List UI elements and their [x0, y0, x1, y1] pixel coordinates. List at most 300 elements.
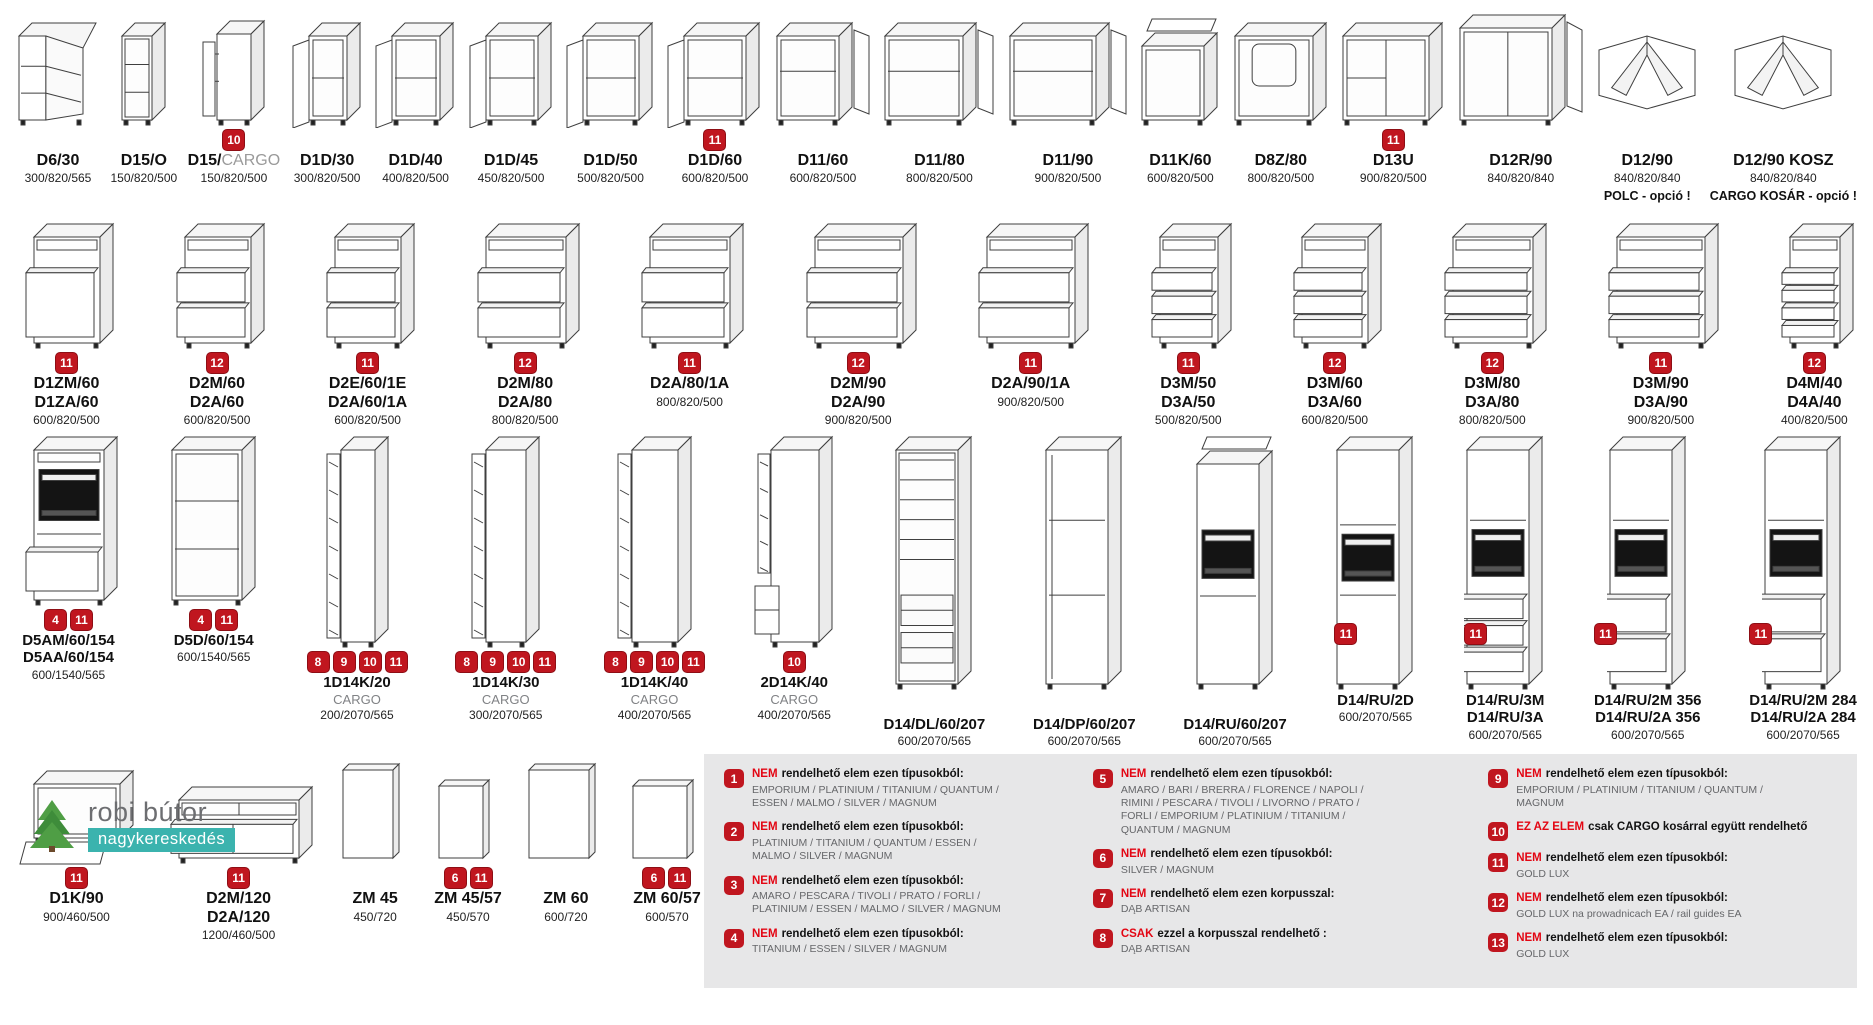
- legend-text: [1516, 768, 1837, 810]
- cabinet-drawing-doorBase: [374, 6, 457, 128]
- badge-12: 12: [1323, 352, 1346, 374]
- legend-body: EMPORIUM / PLATINIUM / TITANIUM / QUANTUM / MAGNUM: [1516, 784, 1763, 810]
- cabinet-item: [468, 213, 583, 427]
- cabinet-model-line: D14/DP/60/207: [1032, 716, 1136, 734]
- cabinet-dimensions: 600/1540/565: [31, 667, 106, 682]
- cabinet-model: [798, 152, 849, 170]
- legend-item: [1488, 932, 1837, 961]
- legend-head-text: rendelhető elem ezen típusokból:: [1545, 892, 1728, 905]
- cabinet-dimensions: 600/1540/565: [177, 650, 251, 665]
- badge-group: [514, 351, 537, 375]
- cabinet-drawing-drawers: [468, 213, 583, 351]
- legend: [704, 754, 1857, 988]
- badge-11: 11: [682, 651, 705, 673]
- cabinet-item: [1007, 6, 1129, 185]
- legend-item: [724, 768, 1063, 810]
- cabinet-item: [1142, 213, 1235, 427]
- cabinet-item: [797, 213, 920, 427]
- badge-11: 11: [385, 651, 408, 673]
- row-drawer-cabinets: [0, 213, 1873, 427]
- cabinet-sub-label: CARGO: [333, 692, 381, 708]
- cabinet-item: [374, 6, 457, 185]
- badge-12: 12: [1803, 352, 1826, 374]
- cabinet-sub-label: CARGO: [481, 692, 530, 708]
- cabinet-drawing-openNarrow: [119, 6, 169, 128]
- cabinet-model-line: D14/RU/2A 284: [1750, 709, 1856, 727]
- cabinet-dimensions: 800/820/500: [491, 413, 559, 428]
- cabinet-model-line: D2A/90: [831, 393, 886, 411]
- legend-item: [1093, 768, 1458, 836]
- cabinet-item: [455, 435, 556, 722]
- cabinet-model: [49, 890, 103, 908]
- cabinet-model-line: 1D14K/30: [471, 674, 540, 692]
- badge-group: [1019, 351, 1042, 375]
- cabinet-dimensions: 450/820/500: [477, 171, 545, 186]
- cabinet-model: [1183, 716, 1286, 733]
- legend-text: [752, 768, 1063, 810]
- legend-number-badge: 3: [724, 876, 744, 895]
- cabinet-model: [1749, 692, 1857, 727]
- legend-item: [1488, 852, 1837, 881]
- badge-11: 11: [1749, 623, 1772, 645]
- cabinet-item: [632, 213, 747, 408]
- legend-text: [1516, 892, 1837, 921]
- legend-head-text: rendelhető elem ezen típusokból:: [781, 821, 964, 834]
- cabinet-item: [169, 435, 259, 664]
- badge-11: 11: [1594, 623, 1617, 645]
- cabinet-drawing-cornerTop: [1731, 6, 1835, 128]
- cabinet-item: [1033, 435, 1136, 748]
- cabinet-model: [583, 152, 637, 170]
- cabinet-item: [110, 6, 177, 185]
- legend-text: [1516, 821, 1837, 841]
- badge-group: [1594, 623, 1617, 645]
- cabinet-model: [991, 375, 1070, 393]
- badge-11: 11: [533, 651, 556, 673]
- badge-group: [783, 650, 806, 674]
- legend-body: AMARO / BARI / BRERRA / FLORENCE / NAPOLI / RIMINI / PESCARA / TIVOLI / LIVORNO / PRATO / FORLI / EMPORIUM / PLATINIUM / TITANIUM / QUANTUM / MAGNUM: [1120, 784, 1364, 836]
- legend-text: [752, 821, 1063, 863]
- cabinet-dimensions: 840/820/840: [1749, 171, 1817, 186]
- legend-head: [752, 821, 1063, 835]
- cabinet-model-line: D3A/50: [1161, 393, 1216, 411]
- badge-group: [444, 866, 493, 890]
- badge-11: 11: [1464, 623, 1487, 645]
- cabinet-drawing-cargoTall2: [753, 435, 836, 650]
- cabinet-drawing-cargoTall: [614, 435, 695, 650]
- badge-11: 11: [1334, 623, 1357, 645]
- badge-11: 11: [227, 867, 250, 889]
- cabinet-model-line: D4A/40: [1787, 393, 1842, 411]
- cabinet-dimensions: 800/820/500: [1458, 413, 1526, 428]
- legend-keyword: NEM: [1120, 768, 1147, 781]
- legend-number-badge: 8: [1093, 929, 1113, 948]
- cabinet-dimensions: 800/820/500: [906, 171, 973, 186]
- cabinet-dimensions: 800/820/500: [656, 394, 723, 409]
- cabinet-drawing-drawers: [16, 213, 117, 351]
- cabinet-dimensions: 600/2070/565: [1338, 710, 1413, 725]
- cabinet-model-line: D1D/60: [687, 152, 743, 169]
- cabinet-drawing-cornerTop: [1595, 6, 1699, 128]
- cabinet-dimensions: 900/820/500: [997, 394, 1065, 409]
- cabinet-item: [188, 6, 280, 185]
- cabinet-dimensions: 150/820/500: [200, 171, 268, 186]
- cabinet-item: [1772, 213, 1857, 427]
- cabinet-drawing-drawers: [1142, 213, 1235, 351]
- badge-11: 11: [356, 352, 379, 374]
- badge-group: [1382, 128, 1405, 152]
- legend-number-badge: 2: [724, 822, 744, 841]
- cabinet-model-line: D11K/60: [1149, 152, 1212, 169]
- legend-keyword: NEM: [752, 821, 778, 834]
- badge-11: 11: [668, 867, 691, 889]
- cabinet-drawing-openBase: [1007, 6, 1129, 128]
- legend-head-text: csak CARGO kosárral együtt rendelhető: [1588, 821, 1808, 834]
- cabinet-dimensions: 800/820/500: [1247, 171, 1315, 186]
- cabinet-note: POLC - opció !: [1603, 189, 1691, 204]
- legend-head-text: rendelhető elem ezen típusokból:: [1545, 768, 1728, 781]
- cabinet-item: [1435, 213, 1550, 427]
- badge-8: 8: [307, 651, 330, 673]
- cabinet-model-line: 1D14K/40: [620, 674, 689, 692]
- badge-10: 10: [783, 651, 806, 673]
- cabinet-dimensions: 300/820/565: [24, 171, 92, 186]
- cabinet-dimensions: 900/820/500: [1359, 171, 1427, 186]
- cabinet-model: [121, 152, 167, 170]
- cabinet-dimensions: 900/820/500: [824, 413, 892, 428]
- legend-head-text: rendelhető elem ezen típusokból:: [781, 927, 964, 940]
- legend-head: [1516, 821, 1837, 835]
- cabinet-drawing-sinkBase: [1232, 6, 1330, 128]
- cabinet-model: [34, 375, 100, 412]
- cabinet-model: [472, 674, 540, 691]
- cabinet-model: [830, 375, 886, 412]
- cabinet-model-line: D1K/90: [49, 890, 104, 908]
- badge-group: [222, 128, 245, 152]
- legend-number-badge: 5: [1093, 769, 1113, 788]
- legend-head: [1516, 768, 1837, 782]
- cabinet-model: [1149, 152, 1211, 170]
- legend-keyword: NEM: [1120, 847, 1147, 860]
- cabinet-model: [352, 890, 397, 908]
- badge-6: 6: [444, 867, 467, 889]
- cabinet-model-line: D1D/30: [299, 152, 355, 169]
- cabinet-model-line: D11/90: [1042, 152, 1094, 169]
- cabinet-model: [1489, 152, 1552, 170]
- legend-head-text: rendelhető elem ezen korpusszal:: [1150, 887, 1335, 900]
- badge-9: 9: [630, 651, 653, 673]
- cabinet-model-line: D6/30: [36, 152, 80, 169]
- cabinet-item: [317, 213, 418, 427]
- cabinet-model-line: D14/RU/2D: [1337, 692, 1414, 710]
- cabinet-item: [630, 754, 704, 923]
- cabinet-dimensions: 600/2070/565: [1198, 734, 1272, 749]
- badge-11: 11: [65, 867, 88, 889]
- legend-head-text: rendelhető elem ezen típusokból:: [781, 768, 964, 781]
- badge-group: [307, 650, 408, 674]
- cabinet-model-line: D11/80: [914, 152, 965, 169]
- cabinet-model-line: D15/O: [120, 152, 167, 169]
- legend-keyword: NEM: [752, 768, 778, 781]
- cabinet-model-line: ZM 60/57: [633, 890, 701, 908]
- badge-9: 9: [481, 651, 504, 673]
- cabinet-drawing-panel: [630, 754, 704, 866]
- cabinet-item: [969, 213, 1092, 408]
- legend-number-badge: 4: [724, 929, 744, 948]
- legend-keyword: CSAK: [1120, 927, 1154, 940]
- cabinet-model-line: D2A/120: [206, 908, 271, 926]
- cabinet-drawing-drawers: [797, 213, 920, 351]
- legend-body: DĄB ARTISAN: [1120, 943, 1191, 956]
- cabinet-item: [1284, 213, 1385, 427]
- cabinet-drawing-drawers: [317, 213, 418, 351]
- legend-head: [1121, 848, 1458, 862]
- cabinet-model: [497, 375, 553, 412]
- cabinet-dimensions: 600/2070/565: [1766, 727, 1840, 742]
- cabinet-item: [1183, 435, 1286, 748]
- legend-head-text: rendelhető elem ezen típusokból:: [1150, 768, 1333, 781]
- legend-number-badge: 7: [1093, 889, 1113, 908]
- cabinet-dimensions: 600/820/500: [334, 413, 401, 428]
- cabinet-drawing-doorBase: [666, 6, 763, 128]
- badge-11: 11: [215, 609, 238, 631]
- legend-text: [1121, 888, 1458, 917]
- cabinet-drawing-cargoTall: [468, 435, 543, 650]
- badge-group: [189, 608, 238, 632]
- cabinet-dimensions: 450/720: [353, 909, 397, 924]
- badge-4: 4: [189, 609, 212, 631]
- badge-8: 8: [455, 651, 478, 673]
- cabinet-model-line: D1D/40: [388, 152, 443, 169]
- cabinet-drawing-drawers: [1772, 213, 1857, 351]
- cabinet-drawing-ovenTall: [1334, 435, 1416, 692]
- cabinet-model-line: D2A/60/1A: [327, 393, 408, 411]
- cabinet-drawing-fridgeTall: [893, 435, 975, 692]
- row-tall-cabinets: [0, 435, 1873, 748]
- cabinet-dimensions: 600/570: [645, 909, 689, 924]
- cabinet-dimensions: 840/820/840: [1613, 171, 1681, 186]
- cabinet-model: [1786, 375, 1842, 412]
- cabinet-dimensions: 150/820/500: [110, 171, 178, 186]
- cabinet-model: [22, 632, 115, 667]
- cabinet-model: [189, 375, 245, 412]
- cabinet-drawing-ovenTallFlap: [1194, 435, 1276, 692]
- cabinet-model: [621, 674, 689, 691]
- badge-group: [1323, 351, 1346, 375]
- badge-group: [642, 866, 691, 890]
- cabinet-drawing-drawers: [1435, 213, 1550, 351]
- legend-head: [1121, 888, 1458, 902]
- badge-group: [455, 650, 556, 674]
- legend-body: GOLD LUX na prowadnicach EA / rail guides EA: [1516, 908, 1742, 921]
- cabinet-dimensions: 600/720: [544, 909, 588, 924]
- legend-column: [1488, 768, 1837, 976]
- legend-keyword: NEM: [1120, 887, 1147, 900]
- cabinet-model-line: D3M/60: [1306, 375, 1363, 393]
- cabinet-dimensions: 400/2070/565: [617, 708, 692, 723]
- cabinet-model: [1464, 375, 1520, 412]
- badge-group: [44, 608, 93, 632]
- badge-10: 10: [507, 651, 530, 673]
- legend-head-text: rendelhető elem ezen típusokból:: [1545, 852, 1728, 865]
- cabinet-model-line: 1D14K/20: [323, 674, 391, 692]
- logo: [26, 798, 235, 854]
- legend-number-badge: 9: [1488, 769, 1508, 788]
- legend-body: EMPORIUM / PLATINIUM / TITANIUM / QUANTUM / ESSEN / MALMO / SILVER / MAGNUM: [752, 784, 999, 810]
- legend-text: [1121, 768, 1458, 836]
- cabinet-model-line: D3M/50: [1160, 375, 1217, 393]
- legend-body: GOLD LUX: [1516, 868, 1570, 881]
- cabinet-dimensions: 500/820/500: [1154, 413, 1222, 428]
- cabinet-model: [1594, 692, 1702, 727]
- badge-group: [206, 351, 229, 375]
- cabinet-item: [16, 435, 121, 682]
- legend-keyword: NEM: [752, 874, 778, 887]
- cabinet-item: [1595, 6, 1699, 203]
- cabinet-model: [1621, 152, 1673, 170]
- badge-group: [55, 351, 78, 375]
- cabinet-dimensions: 600/820/500: [1146, 171, 1214, 186]
- cabinet-model: [914, 152, 965, 170]
- cabinet-drawing-drawers: [1599, 213, 1722, 351]
- cabinet-model: [484, 152, 538, 170]
- legend-keyword: EZ AZ ELEM: [1516, 821, 1585, 834]
- legend-head: [1516, 892, 1837, 906]
- legend-column: [1093, 768, 1458, 976]
- cabinet-model: [1043, 152, 1094, 170]
- legend-text: [1516, 932, 1837, 961]
- cabinet-model-line: ZM 45/57: [434, 890, 502, 908]
- cabinet-model-line: D3A/60: [1307, 393, 1362, 411]
- badge-12: 12: [206, 352, 229, 374]
- legend-item: [1093, 888, 1458, 917]
- badge-group: [356, 351, 379, 375]
- badge-11: 11: [703, 129, 726, 151]
- legend-keyword: NEM: [1516, 892, 1542, 905]
- cabinet-drawing-ovenTallDrawers: [1762, 435, 1844, 692]
- badge-4: 4: [44, 609, 67, 631]
- cabinet-model: [1733, 152, 1833, 170]
- badge-11: 11: [1019, 352, 1042, 374]
- cabinet-drawing-drawers: [1284, 213, 1385, 351]
- cabinet-model: [1337, 692, 1414, 709]
- cabinet-drawing-tallColumn: [1043, 435, 1125, 692]
- badge-12: 12: [847, 352, 870, 374]
- cabinet-dimensions: 400/2070/565: [757, 708, 831, 723]
- cabinet-model-line: D14/RU/3M: [1466, 692, 1545, 710]
- legend-text: [1516, 852, 1837, 881]
- cabinet-model: [760, 674, 828, 691]
- cabinet-model-line: 2D14K/40: [760, 674, 829, 692]
- badge-group: [1803, 351, 1826, 375]
- cabinet-model-line: D12R/90: [1489, 152, 1553, 169]
- cabinet-drawing-panel: [526, 754, 606, 866]
- cabinet-model-line: D2A/80: [497, 393, 553, 411]
- cabinet-model-line: [188, 152, 280, 170]
- cabinet-dimensions: 600/2070/565: [897, 734, 972, 749]
- cabinet-model-line: D3M/80: [1464, 375, 1521, 393]
- legend-head: [1121, 928, 1458, 942]
- cabinet-item: [884, 435, 986, 748]
- cabinet-item: [774, 6, 872, 185]
- cabinet-model-line: D14/RU/60/207: [1183, 716, 1287, 734]
- logo-title: robi bútor: [88, 797, 208, 827]
- cabinet-drawing-ovenTallDrawers: [1464, 435, 1546, 692]
- badge-10: 10: [359, 651, 382, 673]
- legend-head-text: rendelhető elem ezen típusokból:: [1150, 847, 1333, 860]
- badge-group: [1464, 623, 1487, 645]
- badge-12: 12: [514, 352, 537, 374]
- model-light-part: CARGO: [221, 152, 281, 169]
- cabinet-model: [1160, 375, 1216, 412]
- cabinet-dimensions: 300/820/500: [293, 171, 361, 186]
- cabinet-model-line: D14/RU/2M 284: [1749, 692, 1857, 710]
- badge-11: 11: [1649, 352, 1672, 374]
- cabinet-drawing-cargoTall: [323, 435, 392, 650]
- cabinet-drawing-cornerBig: [1457, 6, 1585, 128]
- cabinet-model-line: D3A/90: [1633, 393, 1688, 411]
- cabinet-dimensions: 450/570: [446, 909, 490, 924]
- cabinet-item: [753, 435, 836, 722]
- logo-tree-icon: [26, 798, 78, 854]
- cabinet-item: [16, 6, 100, 185]
- cabinet-dimensions: 400/820/500: [382, 171, 449, 186]
- legend-head: [752, 768, 1063, 782]
- cabinet-model-line: D2A/90/1A: [991, 375, 1071, 393]
- cabinet-item: [291, 6, 364, 185]
- cabinet-model: [434, 890, 502, 908]
- legend-head: [752, 875, 1063, 889]
- cabinet-dimensions: 900/820/500: [1627, 413, 1695, 428]
- badge-group: [847, 351, 870, 375]
- cabinet-model-line: D8Z/80: [1254, 152, 1308, 169]
- legend-number-badge: 1: [724, 769, 744, 788]
- cabinet-drawing-openBase: [882, 6, 996, 128]
- cabinet-sub-label: CARGO: [770, 692, 819, 708]
- legend-item: [1093, 848, 1458, 877]
- cabinet-model-line: D11/60: [797, 152, 849, 169]
- badge-10: 10: [656, 651, 679, 673]
- cabinet-model-line: D14/RU/2A 356: [1595, 709, 1701, 727]
- cabinet-model-line: D3A/80: [1465, 393, 1520, 411]
- cabinet-model: [1633, 375, 1689, 412]
- legend-item: [1488, 892, 1837, 921]
- badge-12: 12: [1481, 352, 1504, 374]
- badge-11: 11: [55, 352, 78, 374]
- cabinet-model-line: D5AM/60/154: [22, 632, 115, 650]
- badge-group: [703, 128, 726, 152]
- badge-11: 11: [70, 609, 93, 631]
- cabinet-model-line: D2A/80/1A: [650, 375, 730, 393]
- badge-group: [1481, 351, 1504, 375]
- cabinet-drawing-cargoBase: [199, 6, 268, 128]
- cabinet-item: [1334, 435, 1416, 724]
- cabinet-item: [666, 6, 763, 185]
- badge-group: [1177, 351, 1200, 375]
- cabinet-model-line: D14/DL/60/207: [883, 716, 986, 734]
- cabinet-drawing-doorBase: [291, 6, 364, 128]
- legend-body: TITANIUM / ESSEN / SILVER / MAGNUM: [752, 943, 948, 956]
- cabinet-item: [1232, 6, 1330, 185]
- cabinet-dimensions: 600/820/500: [681, 171, 749, 186]
- cabinet-drawing-panel: [436, 754, 500, 866]
- cabinet-model-line: D14/RU/3A: [1466, 709, 1544, 727]
- legend-number-badge: 10: [1488, 822, 1508, 841]
- cabinet-model: [328, 375, 407, 412]
- legend-number-badge: 12: [1488, 893, 1508, 912]
- cabinet-model: [188, 152, 280, 170]
- cabinet-item: [1457, 6, 1585, 185]
